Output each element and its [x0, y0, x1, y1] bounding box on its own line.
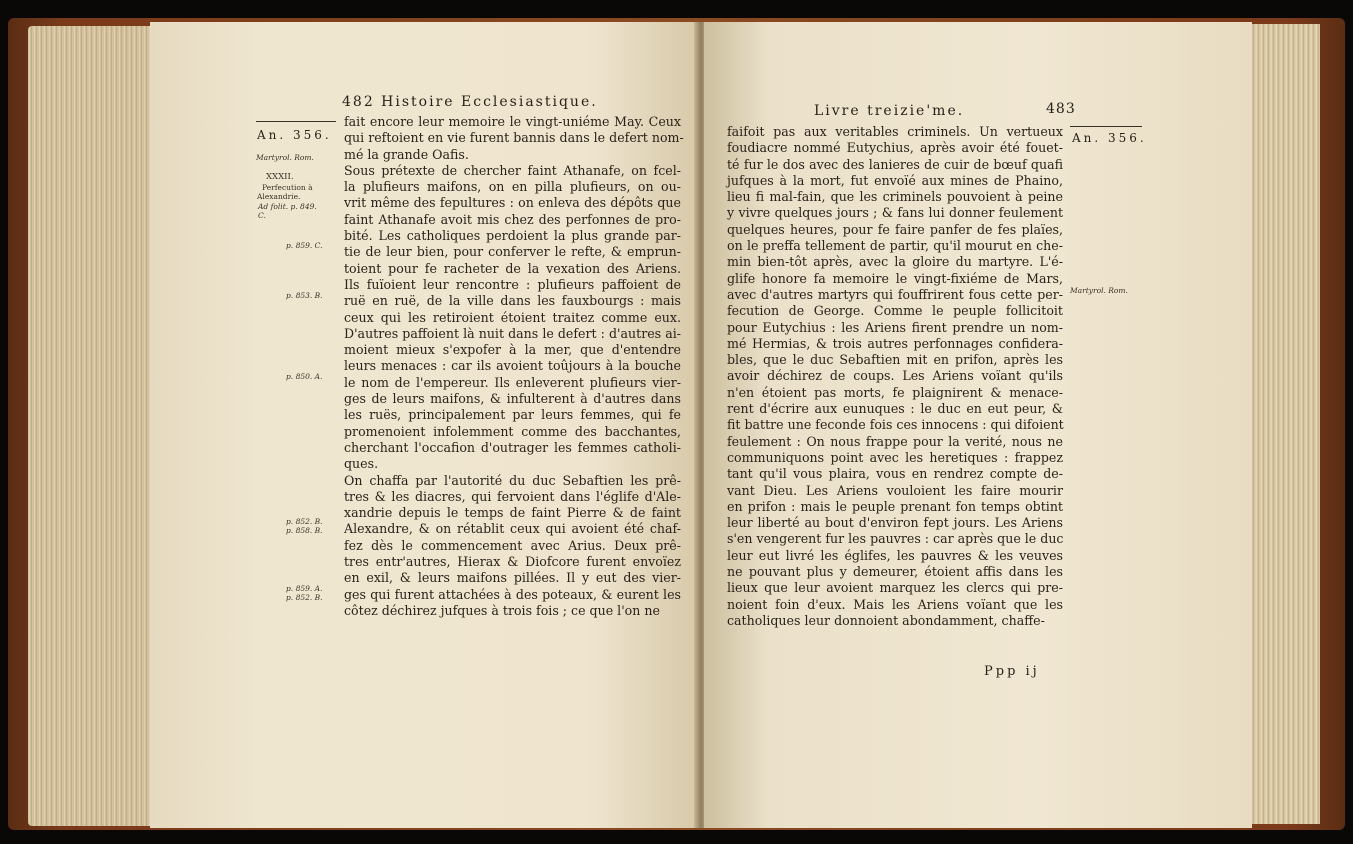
text-line: bité. Les catholiques perdoient la plus grande par-: [344, 228, 681, 244]
text-line: cherchant l'occafion d'outrager les femmes catholi-: [344, 439, 681, 455]
text-line: y vivre quelques jours ; & fans lui donner feulement: [727, 205, 1063, 221]
text-line: côtez déchirez jufques à trois fois ; ce que l'on ne: [344, 602, 660, 618]
text-line: fecution de George. Comme le peuple follicitoit: [727, 303, 1063, 319]
text-line: n'en étoient pas morts, fe plaignirent & menace-: [727, 384, 1063, 400]
margin-ref-1b: C.: [258, 211, 266, 220]
margin-ref-8: p. 852. B.: [286, 593, 323, 602]
text-line: ges de leurs maifons, & infulterent à d'autres dans: [344, 391, 681, 407]
margin-ref-4: p. 850. A.: [286, 372, 323, 381]
text-line: Ils fuïoient leur rencontre : plufieurs paffoient de: [344, 276, 681, 292]
text-line: glife honore fa memoire le vingt-fixiéme de Mars,: [727, 270, 1063, 286]
section-title-1: Perfecution à: [262, 183, 313, 192]
text-line: vrit même des fepultures : on enleva des dépôts que: [344, 195, 681, 211]
text-line: Alexandre, & on rétablit ceux qui avoient été chaf-: [344, 521, 681, 537]
text-line: Sous prétexte de chercher faint Athanafe, on fcel-: [344, 162, 681, 178]
text-line: on le preffa tellement de partir, qu'il mourut en che-: [727, 238, 1063, 254]
text-line: faifoit pas aux veritables criminels. Un vertueux: [727, 124, 1063, 139]
text-line: moient mieux s'expofer à la mer, que d'entendre: [344, 342, 681, 358]
left-margin-source: Martyrol. Rom.: [256, 153, 314, 162]
text-line: s'en vengerent fur les pauvres : car après que le duc: [727, 531, 1064, 547]
text-line: tres entr'autres, Hierax & Diofcore furent envoïez: [344, 554, 681, 570]
text-line: avoir déchirez de coups. Les Ariens voïant qu'ils: [727, 368, 1063, 384]
text-line: en exil, & leurs maifons pillées. Il y eut des vier-: [344, 570, 681, 586]
right-year-label: An. 356.: [1072, 131, 1147, 145]
text-line: en prifon : mais le peuple prenant fon temps obtint: [727, 498, 1063, 514]
text-line: toient pour fe racheter de la vexation des Ariens.: [344, 260, 681, 276]
margin-ref-2: p. 859. C.: [286, 241, 323, 250]
text-line: leur eut livré les églifes, les pauvres & les veuves: [727, 547, 1063, 563]
text-line: vant Dieu. Les Ariens vouloient les faire mourir: [727, 482, 1063, 498]
text-line: noient foin d'eux. Mais les Ariens voïant que les: [727, 596, 1063, 612]
text-line: les ruës, principalement par leurs femmes, qui fe: [344, 407, 681, 423]
text-line: bles, que le duc Sebaftien mit en prifon, après les: [727, 352, 1063, 368]
text-line: min bien-tôt après, avec la gloire du martyre. L'é-: [727, 254, 1063, 270]
text-line: On chaffa par l'autorité du duc Sebaftien les prê-: [344, 472, 681, 488]
left-page-body: [344, 114, 684, 619]
text-line: ques.: [344, 456, 379, 472]
section-title-2: Alexandrie.: [257, 192, 301, 201]
page-edges-right: [1240, 24, 1320, 824]
right-margin-rule: [1070, 126, 1142, 127]
text-line: tant qu'il vous plaira, vous en rendrez compte de-: [727, 466, 1063, 482]
signature-mark: Ppp ij: [984, 664, 1040, 679]
text-line: faint Athanafe avoit mis chez des perfonnes de pro-: [344, 211, 681, 227]
text-line: ne pouvant plus y demeurer, étoient affis dans les: [727, 564, 1063, 580]
text-line: ges qui furent attachées à des poteaux, & eurent les: [344, 586, 681, 602]
right-margin-source: Martyrol. Rom.: [1070, 286, 1128, 295]
text-line: D'autres paffoient là nuit dans le defert : d'autres ai-: [344, 325, 681, 341]
text-line: fez dès le commencement avec Arius. Deux prê-: [344, 537, 681, 553]
text-line: ruë en ruë, de la ville dans les fauxbourgs : mais: [344, 293, 681, 309]
text-line: pour Eutychius : les Ariens firent prendre un nom-: [727, 319, 1063, 335]
text-line: quelques heures, pour fe faire panfer de fes plaïes,: [727, 221, 1063, 237]
text-line: la plufieurs maifons, on en pilla plufieurs, on ou-: [344, 179, 681, 195]
text-line: foudiacre nommé Eutychius, après avoir été fouet-: [727, 140, 1063, 156]
text-line: mé la grande Oafis.: [344, 146, 469, 162]
margin-ref-6: p. 858. B.: [286, 526, 323, 535]
text-line: ceux qui les retiroient étoient traitez comme eux.: [344, 309, 681, 325]
text-line: feulement : On nous frappe pour la verité, nous ne: [727, 433, 1063, 449]
text-line: catholiques leur donnoient abondamment, chaffe-: [727, 612, 1045, 628]
text-line: lieu fi mal-fain, que les criminels pouvoient à peine: [727, 189, 1063, 205]
margin-ref-1: Ad folit. p. 849.: [258, 202, 317, 211]
text-line: mé Hermias, & trois autres perfonnages confidera-: [727, 335, 1063, 351]
right-page-header: Livre treizie'me.: [814, 103, 965, 119]
left-year-label: An. 356.: [257, 128, 332, 142]
text-line: rent d'écrire aux eunuques : le duc en eut peur, &: [727, 401, 1063, 417]
text-line: xandrie depuis le temps de faint Pierre & de faint: [344, 505, 681, 521]
text-line: lieux que leur avoient marquez les clercs qui pre-: [727, 580, 1063, 596]
margin-ref-3: p. 853. B.: [286, 291, 323, 300]
margin-rule: [256, 121, 336, 122]
right-page-body: [727, 124, 1063, 629]
margin-ref-7: p. 859. A.: [286, 584, 323, 593]
text-line: tres & les diacres, qui fervoient dans l'églife d'Ale-: [344, 488, 681, 504]
text-line: fit battre une feconde fois ces innocens : qui difoient: [727, 417, 1064, 433]
page-edges-left: [28, 26, 156, 826]
text-line: fait encore leur memoire le vingt-uniéme May. Ceux: [344, 114, 681, 129]
text-line: té fur le dos avec des lanieres de cuir de bœuf quafi: [727, 156, 1063, 172]
text-line: communiquons point avec les heretiques : frappez: [727, 449, 1063, 465]
text-line: qui reftoient en vie furent bannis dans le defert nom-: [344, 130, 684, 146]
margin-ref-5: p. 852. B.: [286, 517, 323, 526]
text-line: promenoient infolemment comme des bacchantes,: [344, 423, 681, 439]
text-line: tie de leur bien, pour conferver le refte, & emprun-: [344, 244, 681, 260]
text-line: leur liberté au bout d'environ fept jours. Les Ariens: [727, 515, 1063, 531]
left-page-header: 482 Histoire Ecclesiastique.: [342, 94, 598, 110]
text-line: avec d'autres martyrs qui fouffrirent fous cette per-: [727, 286, 1063, 302]
text-line: jufques à la mort, fut envoïé aux mines de Phaino,: [727, 172, 1063, 188]
section-number: XXXII.: [266, 172, 294, 182]
text-line: le nom de l'empereur. Ils enleverent plufieurs vier-: [344, 374, 681, 390]
text-line: leurs menaces : car ils avoient toûjours à la bouche: [344, 358, 681, 374]
right-page-number: 483: [1046, 101, 1076, 117]
